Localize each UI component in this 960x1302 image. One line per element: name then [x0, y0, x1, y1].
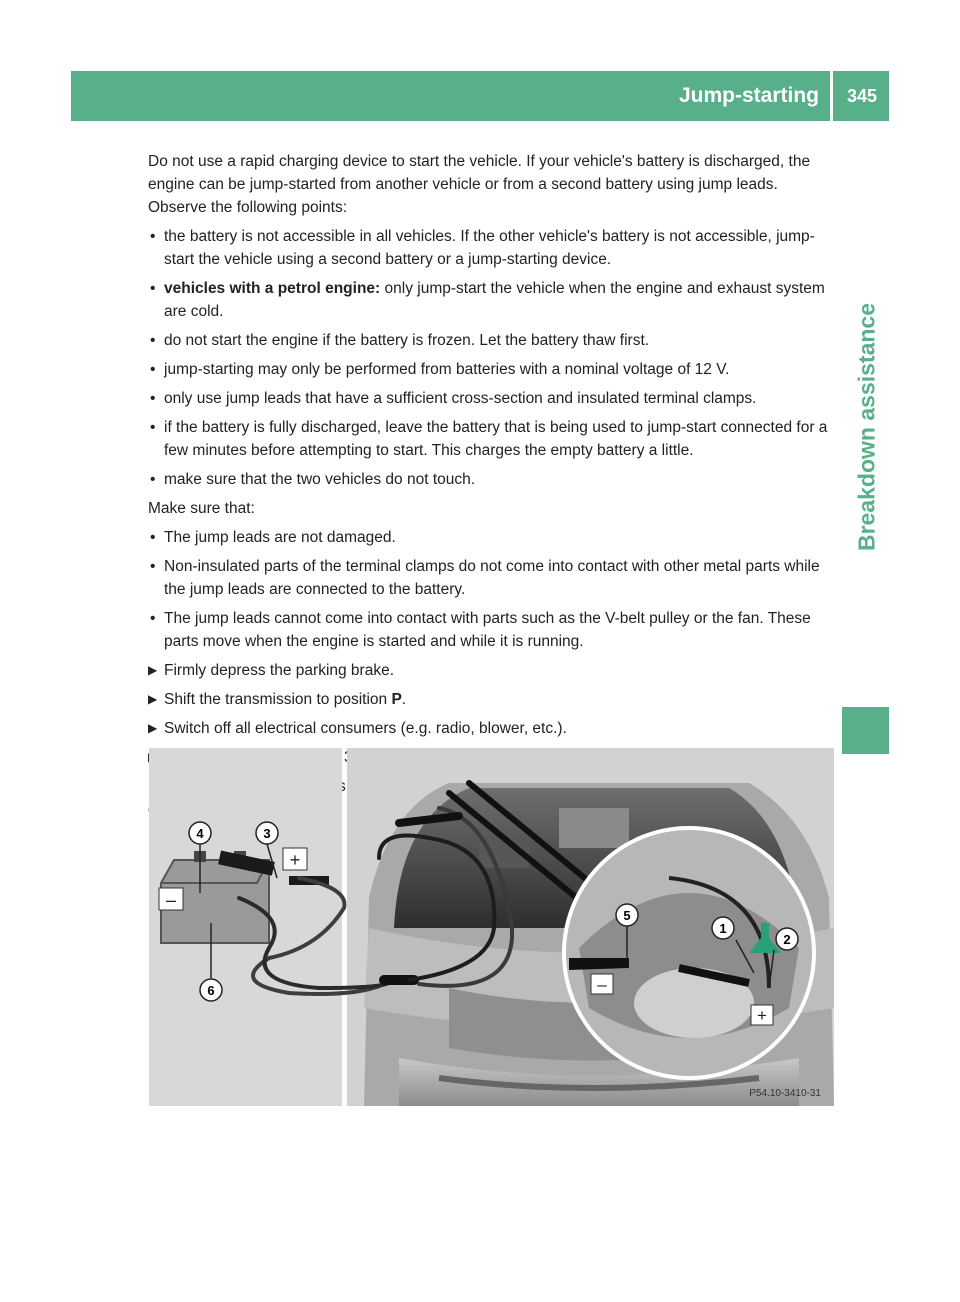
point-text: make sure that the two vehicles do not touch. — [164, 471, 476, 488]
jump-start-illustration — [149, 748, 834, 1106]
point-item — [148, 225, 838, 271]
check-text: The jump leads cannot come into contact with parts such as the V-belt pulley or the fan. These parts move when the engine is started and while it is running. — [164, 610, 811, 650]
bullet-marker: • — [150, 390, 156, 407]
step-arrow-icon: ▶ — [148, 721, 158, 735]
callout-6: 6 — [207, 983, 215, 998]
bullet-marker: • — [150, 558, 156, 575]
intro-paragraph: Do not use a rapid charging device to start the vehicle. If your vehicle's battery is discharged, the engine can be jump-started from another vehicle or from a second battery using jump leads. Observe the following points: — [148, 153, 811, 216]
callout-5: 5 — [623, 908, 631, 923]
bullet-marker: • — [150, 228, 156, 245]
bullet-marker: • — [150, 361, 156, 378]
check-item — [148, 526, 838, 549]
point-item — [148, 416, 838, 462]
section-tab-marker — [842, 707, 889, 754]
bullet-marker: • — [150, 610, 156, 627]
point-item — [148, 387, 838, 410]
header-divider — [830, 71, 833, 121]
callout-1: 1 — [719, 921, 727, 936]
page-header — [71, 71, 889, 121]
step-item — [148, 688, 838, 711]
point-text: the battery is not accessible in all vehicles. If the other vehicle's battery is not accessible, jump-start the vehicle using a second battery or a jump-starting device. — [164, 228, 815, 268]
point-item — [148, 358, 838, 381]
section-sidebar — [842, 137, 892, 717]
point-text: do not start the engine if the battery is frozen. Let the battery thaw first. — [164, 332, 650, 349]
page-content — [148, 150, 838, 827]
step-bold: P — [391, 691, 402, 708]
inset-minus-label: – — [597, 975, 607, 994]
bullet-marker: • — [150, 529, 156, 546]
section-title: Breakdown assistance — [853, 302, 880, 552]
point-text: if the battery is fully discharged, leave the battery that is being used to jump-start connected for a few minutes before attempting to start. This charges the empty battery a little. — [164, 419, 828, 459]
step-arrow-icon: ▶ — [148, 663, 158, 677]
point-item — [148, 468, 838, 491]
header-title: Jump-starting — [678, 84, 819, 107]
point-bold: vehicles with a petrol engine: — [164, 280, 381, 297]
bullet-marker: • — [150, 332, 156, 349]
point-text: only use jump leads that have a sufficient cross-section and insulated terminal clamps. — [164, 390, 757, 407]
check-item — [148, 607, 838, 653]
battery-minus-label: – — [165, 890, 177, 910]
inset-plus-label: + — [757, 1006, 767, 1025]
bullet-marker: • — [150, 471, 156, 488]
point-item — [148, 329, 838, 352]
point-text: jump-starting may only be performed from batteries with a nominal voltage of 12 V. — [164, 361, 730, 378]
callout-4: 4 — [196, 826, 204, 841]
detail-inset-circle — [564, 828, 814, 1078]
check-text: Non-insulated parts of the terminal clamps do not come into contact with other metal parts while the jump leads are connected to the battery. — [164, 558, 820, 598]
step-text: Shift the transmission to position — [164, 691, 392, 708]
step-text: Switch off all electrical consumers (e.g. radio, blower, etc.). — [164, 720, 567, 737]
check-item — [148, 555, 838, 601]
step-item — [148, 717, 838, 740]
step-arrow-icon: ▶ — [148, 692, 158, 706]
bullet-marker: • — [150, 419, 156, 436]
battery-plus-label: + — [289, 850, 301, 870]
step-item — [148, 659, 838, 682]
step-text: Firmly depress the parking brake. — [164, 662, 395, 679]
figure-code: P54.10-3410-31 — [749, 1088, 821, 1099]
check-text: The jump leads are not damaged. — [164, 529, 396, 546]
point-item — [148, 277, 838, 323]
callout-2: 2 — [783, 932, 791, 947]
step-text-end: . — [401, 691, 407, 708]
make-sure-label: Make sure that: — [148, 500, 255, 517]
point-text: only jump-start the vehicle when the engine and exhaust system are cold. — [164, 280, 825, 320]
page-number: 345 — [846, 86, 877, 106]
callout-3: 3 — [263, 826, 271, 841]
bullet-marker: • — [150, 280, 156, 297]
